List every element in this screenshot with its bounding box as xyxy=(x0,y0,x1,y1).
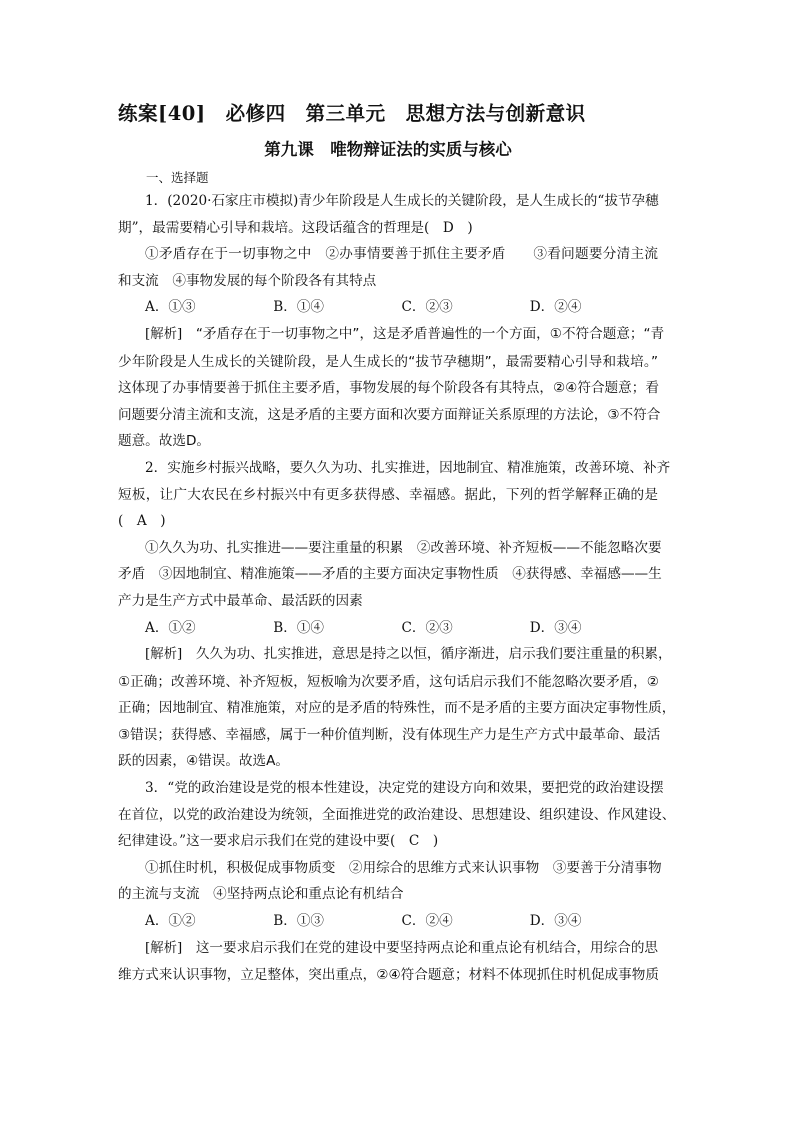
explanation-line: 跃的因素，④错误。故选A。 xyxy=(118,753,290,770)
option-b: B．①④ xyxy=(273,619,325,636)
section-heading: 一、选择题 xyxy=(146,170,209,185)
explanation-line: ①正确；改善环境、补齐短板，短板喻为次要矛盾，这句话启示我们不能忽略次要矛盾，② xyxy=(118,673,659,690)
lesson-subtitle: 第九课 唯物辩证法的实质与核心 xyxy=(264,140,512,159)
option-b: B．①③ xyxy=(273,913,325,930)
question-1 xyxy=(118,188,665,455)
explanation-line: ③错误；获得感、幸福感，属于一种价值判断，没有体现生产力是生产方式中最革命、最活 xyxy=(118,726,661,743)
option-d: D．②④ xyxy=(529,299,582,316)
answer-options xyxy=(118,615,658,642)
statement-line: 的主流与支流 ④坚持两点论和重点论有机结合 xyxy=(118,886,404,903)
question-stem-line: 2．实施乡村振兴战略，要久久为功、扎实推进，因地制宜、精准施策，改善环境、补齐 xyxy=(145,459,671,476)
option-d: D．③④ xyxy=(529,619,582,636)
page-title: 练案[40] 必修四 第三单元 思想方法与创新意识 xyxy=(118,102,586,125)
explanation-line: 正确；因地制宜、精准施策，对应的是矛盾的特殊性，而不是矛盾的主要方面决定事物性质， xyxy=(118,700,676,717)
explanation-line: 少年阶段是人生成长的关键阶段，是人生成长的“拔节孕穗期”，最需要精心引导和栽培。” xyxy=(118,353,658,370)
explanation-text: “矛盾存在于一切事物之中”，这是矛盾普遍性的一个方面，①不符合题意；“青 xyxy=(182,325,665,342)
option-a: A．①② xyxy=(145,913,196,930)
question-stem-line: 1．(2020·石家庄市模拟)青少年阶段是人生成长的关键阶段，是人生成长的“拔节孕穗 xyxy=(145,193,659,209)
explanation-line: 维方式来认识事物，立足整体，突出重点，②④符合题意；材料不体现抓住时机促成事物质 xyxy=(118,967,659,984)
option-c: C．②③ xyxy=(401,619,453,636)
explanation-line xyxy=(118,641,672,669)
option-b: B．①④ xyxy=(273,299,325,316)
explanation-line: 问题要分清主流和支流，这是矛盾的主要方面和次要方面辩证关系原理的方法论，③不符合 xyxy=(118,406,661,423)
statement-line: 矛盾 ③因地制宜、精准施策——矛盾的主要方面决定事物性质 ④获得感、幸福感——生 xyxy=(118,566,662,583)
answer-options xyxy=(118,908,658,935)
page-content xyxy=(118,100,676,989)
explanation-tag: [解析] xyxy=(145,647,183,663)
question-2 xyxy=(118,455,676,775)
explanation-text: 久久为功、扎实推进，意思是持之以恒，循序渐进，启示我们要注重量的积累， xyxy=(182,646,672,663)
option-d: D．③④ xyxy=(529,913,582,930)
statement-line: 产力是生产方式中最革命、最活跃的因素 xyxy=(118,592,363,609)
statement-line: ①久久为功、扎实推进——要注重量的积累 ②改善环境、补齐短板——不能忽略次要 xyxy=(145,539,662,556)
question-stem-line: 3．“党的政治建设是党的根本性建设，决定党的建设方向和效果，要把党的政治建设摆 xyxy=(145,780,664,797)
explanation-tag: [解析] xyxy=(145,326,183,342)
statement-line: 和支流 ④事物发展的每个阶段各有其特点 xyxy=(118,272,377,289)
explanation-line: 这体现了办事情要善于抓住主要矛盾，事物发展的每个阶段各有其特点，②④符合题意；看 xyxy=(118,380,659,397)
explanation-line xyxy=(118,935,658,963)
explanation-text: 这一要求启示我们在党的建设中要坚持两点论和重点论有机结合，用综合的思 xyxy=(182,939,659,956)
statement-line: ①矛盾存在于一切事物之中 ②办事情要善于抓住主要矛盾 ③看问题要分清主流 xyxy=(145,246,658,263)
question-stem-line: 短板，让广大农民在乡村振兴中有更多获得感、幸福感。据此，下列的哲学解释正确的是 xyxy=(118,486,658,503)
explanation-line: 题意。故选D。 xyxy=(118,433,211,450)
answer-options xyxy=(118,294,658,321)
question-stem-line: 期”，最需要精心引导和栽培。这段话蕴含的哲理是( D ) xyxy=(118,219,473,236)
explanation-tag: [解析] xyxy=(145,940,183,956)
question-3 xyxy=(118,775,676,989)
question-stem-line: ( A ) xyxy=(118,513,166,530)
option-a: A．①③ xyxy=(145,299,196,316)
question-stem-line: 在首位，以党的政治建设为统领，全面推进党的政治建设、思想建设、组织建设、作风建设、 xyxy=(118,806,676,823)
option-c: C．②③ xyxy=(401,299,453,316)
explanation-line xyxy=(118,321,665,349)
question-stem-line: 纪律建设。”这一要求启示我们在党的建设中要( C ) xyxy=(118,833,439,850)
option-a: A．①② xyxy=(145,619,196,636)
option-c: C．②④ xyxy=(401,913,453,930)
statement-line: ①抓住时机，积极促成事物质变 ②用综合的思维方式来认识事物 ③要善于分清事物 xyxy=(145,859,662,876)
